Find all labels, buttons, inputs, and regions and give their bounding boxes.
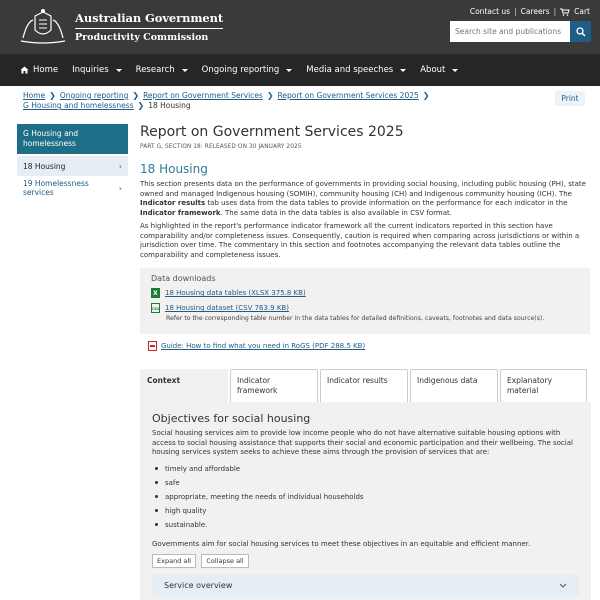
text: tab uses data from the data tables to provide information on the performance for each indicator in the: [205, 199, 568, 207]
nav-home-label: Home: [33, 65, 59, 75]
coat-of-arms-icon: [17, 8, 69, 46]
search-button[interactable]: [570, 21, 591, 42]
cart-link[interactable]: Cart: [574, 7, 590, 16]
chevron-down-icon: [182, 69, 188, 72]
objectives-list: [152, 462, 579, 532]
contact-link[interactable]: Contact us: [469, 7, 511, 16]
site-logo[interactable]: [17, 8, 223, 46]
text: . The same data in the data tables is also available in CSV format.: [220, 208, 453, 217]
guide-pdf-link[interactable]: Guide: How to find what you need in RoGS (PDF 288.5 KB): [161, 342, 366, 350]
download-xlsx: [151, 288, 579, 298]
objectives-title: Objectives for social housing: [152, 412, 311, 425]
chevron-right-icon: ›: [118, 183, 122, 193]
expand-all-button[interactable]: Expand all: [152, 554, 196, 568]
chevron-down-icon: [400, 69, 406, 72]
print-button[interactable]: Print: [555, 91, 585, 106]
objectives-paragraph: Social housing services aim to provide low income people who do not have alternative suitable housing options with access to social housing assistance that supports their social and economic participation and their wellbeing. The social housing services system seeks to achieve these aims through the provision of services that are:: [152, 429, 573, 456]
site-header: [0, 0, 600, 54]
chevron-right-icon: ❯: [137, 101, 145, 110]
chevron-right-icon: ❯: [49, 91, 56, 100]
page-subtitle: PART G, SECTION 18: RELEASED ON 30 JANUARY 2025: [140, 144, 302, 150]
csv-download-link[interactable]: 18 Housing dataset (CSV 763.9 KB): [165, 304, 289, 312]
chevron-down-icon: [116, 69, 122, 72]
download-csv: [151, 303, 579, 313]
chevron-down-icon: [286, 69, 292, 72]
agency-title: Productivity Commission: [75, 32, 209, 43]
nav-media[interactable]: [306, 65, 406, 75]
intro-paragraph: [140, 180, 590, 218]
separator: |: [553, 7, 557, 16]
careers-link[interactable]: Careers: [520, 7, 550, 16]
utility-links: [470, 7, 590, 16]
main-nav: [0, 54, 600, 86]
chevron-down-icon: [452, 69, 458, 72]
nav-label: Ongoing reporting: [201, 65, 280, 75]
breadcrumb: [23, 91, 443, 111]
tab-indicator-results[interactable]: Indicator results: [320, 369, 408, 402]
search-box: [450, 21, 591, 42]
caution-paragraph: As highlighted in the report's performance indicator framework all the current indicators reported in this section have comparability and/or completeness issues. Consequently, caution is required when comparing across jurisdictions or within a jurisdiction over time. The commentary in this section and footnotes accompanying the relevant data tables outline the comparability and completeness issues.: [140, 222, 580, 259]
content-tabs: [140, 369, 591, 402]
page-title: Report on Government Services 2025: [140, 124, 404, 140]
text: This section presents data on the performance of governments in providing social housing, including public housing (PH), state owned and managed Indigenous housing (SOMIH), community housing (CH) and Indigenous community housing (ICH). The: [140, 180, 586, 198]
list-item: high quality: [152, 504, 579, 518]
downloads-title: Data downloads: [151, 274, 216, 283]
list-item: safe: [152, 476, 579, 490]
nav-label: About: [420, 65, 446, 75]
chevron-right-icon: ❯: [422, 91, 430, 100]
chevron-right-icon: ❯: [132, 91, 140, 100]
accordion-label: Service overview: [164, 581, 233, 590]
nav-about[interactable]: [420, 65, 458, 75]
nav-label: Research: [135, 65, 175, 75]
list-item: timely and affordable: [152, 462, 579, 476]
downloads-note: Refer to the corresponding table number in the data tables for detailed definitions, caveats, footnotes and data source(s).: [166, 315, 545, 322]
sidebar-item-label: 18 Housing: [23, 161, 66, 171]
tab-explanatory-material[interactable]: Explanatory material: [500, 369, 587, 402]
sidebar-item-housing[interactable]: [17, 156, 128, 176]
csv-file-icon: CSV: [151, 303, 160, 313]
pdf-file-icon: [148, 341, 157, 351]
search-input[interactable]: [450, 21, 570, 42]
section-sidebar: [17, 124, 128, 198]
text-bold: Indicator framework: [140, 208, 221, 217]
collapse-all-button[interactable]: Collapse all: [201, 554, 248, 568]
sidebar-heading[interactable]: G Housing and homelessness: [17, 124, 128, 154]
section-title: 18 Housing: [140, 162, 208, 176]
cart-icon[interactable]: [560, 8, 570, 16]
breadcrumb-rogs[interactable]: Report on Government Services: [143, 91, 263, 100]
text-bold: Indicator results: [140, 199, 206, 207]
search-icon: [576, 27, 586, 37]
list-item: appropriate, meeting the needs of individual households: [152, 490, 579, 504]
chevron-down-icon: [559, 583, 567, 588]
breadcrumb-rogs-2025[interactable]: Report on Government Services 2025: [277, 91, 419, 100]
breadcrumb-home[interactable]: Home: [23, 91, 46, 100]
closing-paragraph: Governments aim for social housing services to meet these objectives in an equitable and efficient manner.: [152, 539, 531, 548]
chevron-right-icon: ›: [118, 161, 122, 171]
nav-label: Media and speeches: [306, 65, 394, 75]
nav-label: Inquiries: [72, 65, 109, 75]
sidebar-item-homelessness[interactable]: [17, 178, 128, 198]
xlsx-download-link[interactable]: 18 Housing data tables (XLSX 375.8 KB): [165, 289, 306, 297]
nav-inquiries[interactable]: [72, 65, 122, 75]
breadcrumb-current: 18 Housing: [148, 101, 191, 110]
separator: |: [514, 7, 517, 16]
sidebar-item-label: 19 Homelessness services: [23, 179, 89, 197]
breadcrumb-ongoing[interactable]: Ongoing reporting: [59, 91, 129, 100]
excel-file-icon: X: [151, 288, 160, 298]
accordion-service-overview[interactable]: [152, 574, 579, 597]
context-panel: [140, 402, 591, 600]
guide-row: [148, 341, 365, 351]
nav-ongoing-reporting[interactable]: [202, 65, 293, 75]
data-downloads-box: [140, 268, 590, 334]
list-item: sustainable.: [152, 518, 579, 532]
main-content: [140, 124, 590, 260]
tab-indigenous-data[interactable]: Indigenous data: [410, 369, 498, 402]
tab-context[interactable]: Context: [140, 369, 228, 402]
chevron-right-icon: ❯: [266, 91, 274, 100]
breadcrumb-housing-homelessness[interactable]: G Housing and homelessness: [23, 101, 134, 110]
home-icon: [20, 66, 29, 74]
tab-indicator-framework[interactable]: Indicator framework: [230, 369, 318, 402]
gov-title: Australian Government: [75, 11, 223, 29]
nav-home[interactable]: [20, 65, 58, 75]
nav-research[interactable]: [136, 65, 188, 75]
